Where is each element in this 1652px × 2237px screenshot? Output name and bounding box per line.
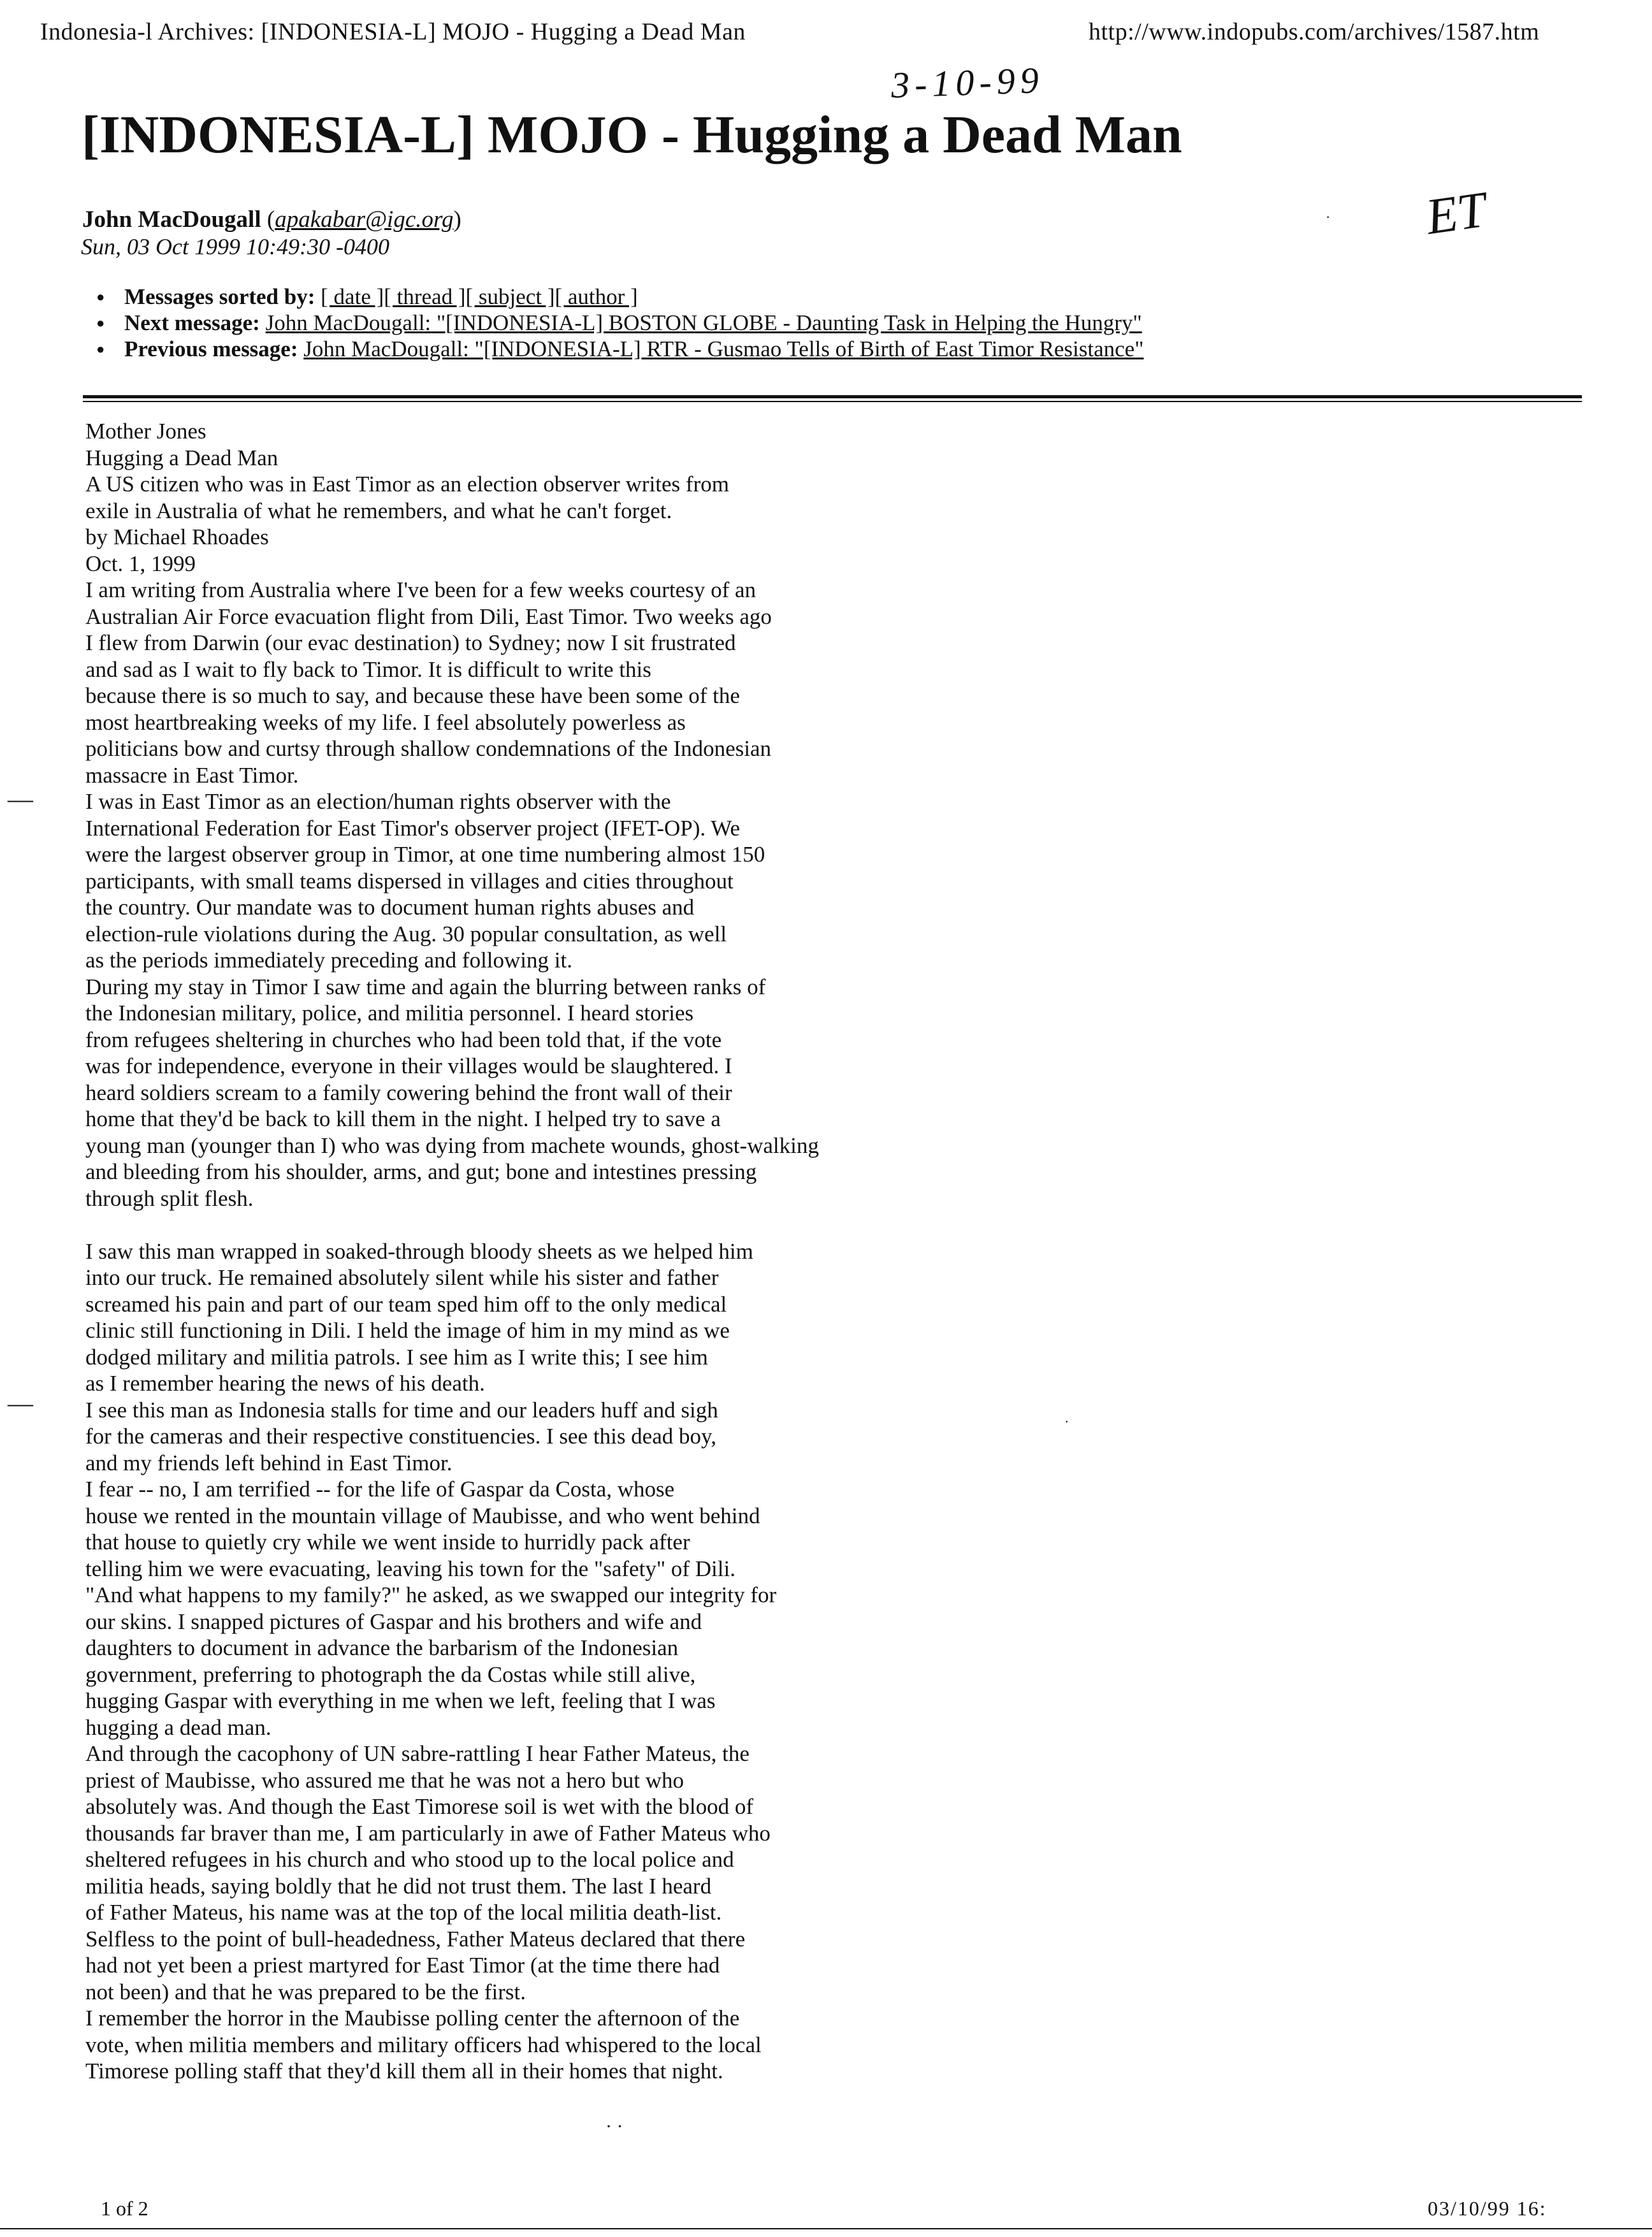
speck: ·: [1064, 1414, 1069, 1430]
body-line: young man (younger than I) who was dying from machete wounds, ghost-walking: [85, 1133, 819, 1158]
body-line: the country. Our mandate was to document human rights abuses and: [85, 895, 695, 920]
body-line: screamed his pain and part of our team sped him off to the only medical: [85, 1291, 727, 1317]
handwritten-initials: ET: [1423, 181, 1489, 246]
body-line: from refugees sheltering in churches who had been told that, if the vote: [85, 1027, 722, 1052]
body-line: had not yet been a priest martyred for East Timor (at the time there had: [85, 1953, 720, 1978]
body-line: of Father Mateus, his name was at the top of the local militia death-list.: [85, 1900, 722, 1925]
body-line: daughters to document in advance the barbarism of the Indonesian: [85, 1635, 679, 1660]
page-edge-rule: [0, 2228, 1652, 2229]
body-line: "And what happens to my family?" he asked, as we swapped our integrity for: [85, 1582, 777, 1607]
body-line: A US citizen who was in East Timor as an election observer writes from: [85, 472, 729, 496]
body-line: our skins. I snapped pictures of Gaspar and his brothers and wife and: [85, 1609, 702, 1634]
body-line: dodged military and militia patrols. I see him as I write this; I see him: [85, 1344, 708, 1370]
body-line: heard soldiers scream to a family cowering behind the front wall of their: [85, 1080, 732, 1105]
previous-message-item: [124, 336, 1144, 362]
sort-by-thread-link[interactable]: [ thread ]: [384, 284, 466, 309]
body-line: exile in Australia of what he remembers, and what he can't forget.: [85, 498, 672, 523]
body-line: Timorese polling staff that they'd kill them all in their homes that night.: [85, 2059, 723, 2083]
body-line: I see this man as Indonesia stalls for time and our leaders huff and sigh: [85, 1397, 718, 1423]
body-line: telling him we were evacuating, leaving his town for the "safety" of Dili.: [85, 1556, 735, 1581]
body-line: participants, with small teams dispersed in villages and cities throughout: [85, 868, 734, 894]
body-line: not been) and that he was prepared to be the first.: [85, 1979, 526, 2004]
body-line: and bleeding from his shoulder, arms, and gut; bone and intestines pressing: [85, 1159, 757, 1184]
author-name: John MacDougall: [82, 206, 261, 233]
next-message-label: Next message:: [124, 310, 260, 335]
page-title: [INDONESIA-L] MOJO - Hugging a Dead Man: [82, 105, 1182, 164]
speck: ·: [1326, 209, 1331, 225]
body-line: home that they'd be back to kill them in the night. I helped try to save a: [85, 1106, 721, 1131]
body-line: through split flesh.: [85, 1185, 254, 1211]
body-line: were the largest observer group in Timor, at one time numbering almost 150: [85, 842, 765, 867]
body-line: into our truck. He remained absolutely silent while his sister and father: [85, 1265, 719, 1290]
body-line: was for independence, everyone in their villages would be slaughtered. I: [85, 1053, 732, 1078]
horizontal-rule: [83, 395, 1582, 402]
next-message-item: [124, 310, 1144, 336]
author-line: John MacDougall (apakabar@igc.org): [82, 206, 461, 233]
sort-by-date-link[interactable]: [ date ]: [321, 284, 384, 309]
sort-by-author-link[interactable]: [ author ]: [554, 284, 638, 309]
body-line: as I remember hearing the news of his death.: [85, 1371, 485, 1396]
scan-specks: · ·: [605, 2116, 623, 2137]
body-line: that house to quietly cry while we went inside to hurridly pack after: [85, 1530, 690, 1554]
previous-message-link[interactable]: John MacDougall: "[INDONESIA-L] RTR - Gusmao Tells of Birth of East Timor Resistance": [303, 337, 1144, 361]
body-line: sheltered refugees in his church and who stood up to the local police and: [85, 1847, 734, 1872]
body-line: absolutely was. And though the East Timorese soil is wet with the blood of: [85, 1794, 754, 1819]
body-line: the Indonesian military, police, and militia personnel. I heard stories: [85, 1001, 694, 1025]
sorted-by-item: [124, 284, 1144, 310]
body-line: house we rented in the mountain village of Maubisse, and who went behind: [85, 1503, 760, 1528]
body-line: vote, when militia members and military officers had whispered to the local: [85, 2032, 762, 2057]
message-date: Sun, 03 Oct 1999 10:49:30 -0400: [81, 234, 389, 259]
body-line: because there is so much to say, and because these have been some of the: [85, 683, 740, 708]
author-email-link[interactable]: apakabar@igc.org: [275, 206, 454, 233]
body-line: And through the cacophony of UN sabre-rattling I hear Father Mateus, the: [85, 1741, 750, 1766]
body-line: politicians bow and curtsy through shallow condemnations of the Indonesian: [85, 736, 772, 761]
body-line: as the periods immediately preceding and following it.: [85, 948, 572, 973]
body-line: Selfless to the point of bull-headedness, Father Mateus declared that there: [85, 1926, 746, 1951]
body-line: most heartbreaking weeks of my life. I feel absolutely powerless as: [85, 709, 686, 735]
body-line: Mother Jones: [85, 419, 207, 444]
margin-mark: —: [8, 785, 33, 813]
body-line: by Michael Rhoades: [85, 525, 269, 549]
body-line: priest of Maubisse, who assured me that he was not a hero but who: [85, 1767, 684, 1793]
body-line: and sad as I wait to fly back to Timor. It is difficult to write this: [85, 656, 651, 682]
previous-message-label: Previous message:: [124, 337, 298, 361]
page-count: 1 of 2: [101, 2197, 149, 2220]
body-line: hugging a dead man.: [85, 1714, 272, 1740]
body-line: I saw this man wrapped in soaked-through bloody sheets as we helped him: [85, 1238, 753, 1264]
next-message-link[interactable]: John MacDougall: "[INDONESIA-L] BOSTON GLOBE - Daunting Task in Helping the Hungry": [265, 310, 1142, 335]
body-line: Australian Air Force evacuation flight from Dili, East Timor. Two weeks ago: [85, 604, 772, 629]
body-line: and my friends left behind in East Timor.: [85, 1450, 453, 1475]
body-line: hugging Gaspar with everything in me when we left, feeling that I was: [85, 1688, 716, 1713]
print-header-url: http://www.indopubs.com/archives/1587.htm: [1089, 18, 1540, 45]
body-line: government, preferring to photograph the da Costas while still alive,: [85, 1661, 696, 1687]
print-header-title: Indonesia-l Archives: [INDONESIA-L] MOJO - Hugging a Dead Man: [40, 18, 746, 45]
body-line: International Federation for East Timor's observer project (IFET-OP). We: [85, 815, 741, 841]
sorted-by-label: Messages sorted by:: [124, 284, 315, 309]
body-line: I remember the horror in the Maubisse polling center the afternoon of the: [85, 2006, 740, 2031]
body-line: During my stay in Timor I saw time and again the blurring between ranks of: [85, 974, 766, 999]
sort-by-subject-link[interactable]: [ subject ]: [465, 284, 555, 309]
message-navigation: [99, 284, 1144, 362]
message-body: [85, 418, 1551, 2085]
body-line: election-rule violations during the Aug. 30 popular consultation, as well: [85, 921, 727, 946]
body-line: for the cameras and their respective constituencies. I see this dead boy,: [85, 1424, 716, 1449]
margin-mark: —: [8, 1389, 33, 1417]
body-line: Hugging a Dead Man: [85, 445, 279, 470]
body-line: Oct. 1, 1999: [85, 551, 196, 576]
body-line: clinic still functioning in Dili. I held the image of him in my mind as we: [85, 1318, 730, 1343]
body-line: I was in East Timor as an election/human rights observer with the: [85, 789, 671, 814]
print-timestamp: 03/10/99 16:: [1428, 2197, 1547, 2220]
body-line: I flew from Darwin (our evac destination) to Sydney; now I sit frustrated: [85, 630, 736, 655]
body-line: I am writing from Australia where I've been for a few weeks courtesy of an: [85, 577, 757, 602]
body-line: militia heads, saying boldly that he did not trust them. The last I heard: [85, 1873, 712, 1899]
body-line: thousands far braver than me, I am particularly in awe of Father Mateus who: [85, 1820, 771, 1846]
body-line: I fear -- no, I am terrified -- for the life of Gaspar da Costa, whose: [85, 1477, 675, 1502]
handwritten-date: 3-10-99: [890, 59, 1045, 106]
body-line: massacre in East Timor.: [85, 762, 299, 788]
paragraph-gap: [85, 1212, 1551, 1238]
